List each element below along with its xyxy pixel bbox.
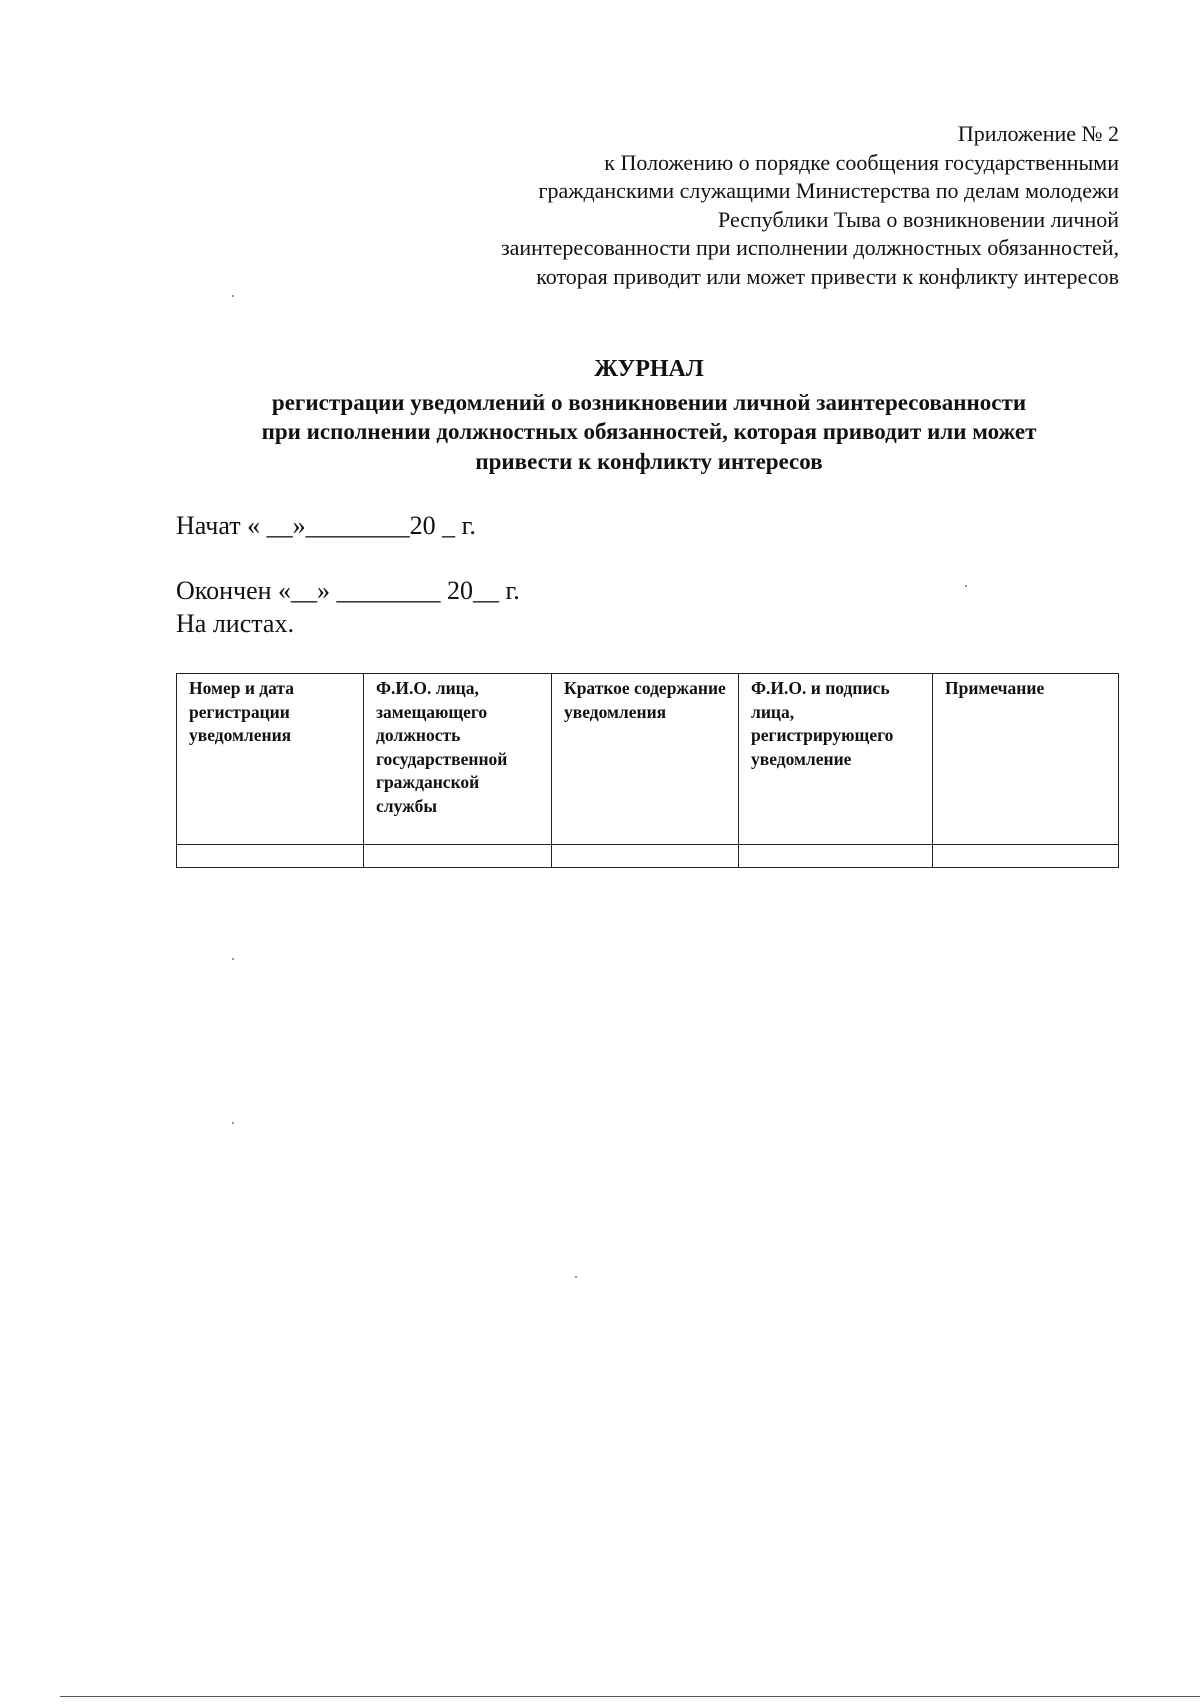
table-cell — [739, 845, 933, 868]
ended-date-field: Окончен «__» ________ 20__ г. — [176, 576, 520, 605]
table-cell — [177, 845, 364, 868]
table-cell — [933, 845, 1119, 868]
registration-table — [176, 673, 1119, 868]
scan-speck — [575, 1276, 577, 1278]
scan-speck — [232, 295, 234, 297]
column-header-note: Примечание — [933, 674, 1119, 845]
sheets-count-field: На листах. — [176, 609, 294, 638]
scan-edge-line — [60, 1696, 1200, 1697]
appendix-number: Приложение № 2 — [957, 121, 1119, 146]
journal-heading — [170, 355, 1128, 476]
appendix-line: заинтересованности при исполнении должностных обязанностей, — [500, 235, 1119, 260]
appendix-line: гражданскими служащими Министерства по делам молодежи — [538, 178, 1119, 203]
column-header-registrar-signature: Ф.И.О. и подпись лица, регистрирующего уведомление — [739, 674, 933, 845]
appendix-line: Республики Тыва о возникновении личной — [718, 206, 1119, 232]
table-row — [177, 845, 1119, 868]
column-header-summary: Краткое содержание уведомления — [552, 674, 739, 845]
column-header-registration-number: Номер и дата регистрации уведомления — [177, 674, 364, 845]
journal-title: ЖУРНАЛ — [594, 356, 704, 382]
column-header-employee-name: Ф.И.О. лица, замещающего должность государственной гражданской службы — [364, 674, 552, 845]
table-cell — [552, 845, 739, 868]
scan-speck — [232, 958, 234, 960]
journal-subtitle-line: регистрации уведомлений о возникновении личной заинтересованности — [271, 389, 1027, 415]
scan-speck — [965, 585, 967, 587]
journal-subtitle-line: привести к конфликту интересов — [475, 448, 823, 474]
appendix-line: которая приводит или может привести к конфликту интересов — [536, 263, 1119, 289]
scan-speck — [232, 1122, 234, 1124]
table-header-row — [177, 674, 1119, 845]
journal-subtitle-line: при исполнении должностных обязанностей, которая приводит или может — [261, 419, 1037, 444]
appendix-reference — [399, 120, 1119, 291]
appendix-line: к Положению о порядке сообщения государственными — [604, 149, 1119, 175]
table-cell — [364, 845, 552, 868]
started-date-field: Начат « __»________20 _ г. — [176, 511, 476, 540]
